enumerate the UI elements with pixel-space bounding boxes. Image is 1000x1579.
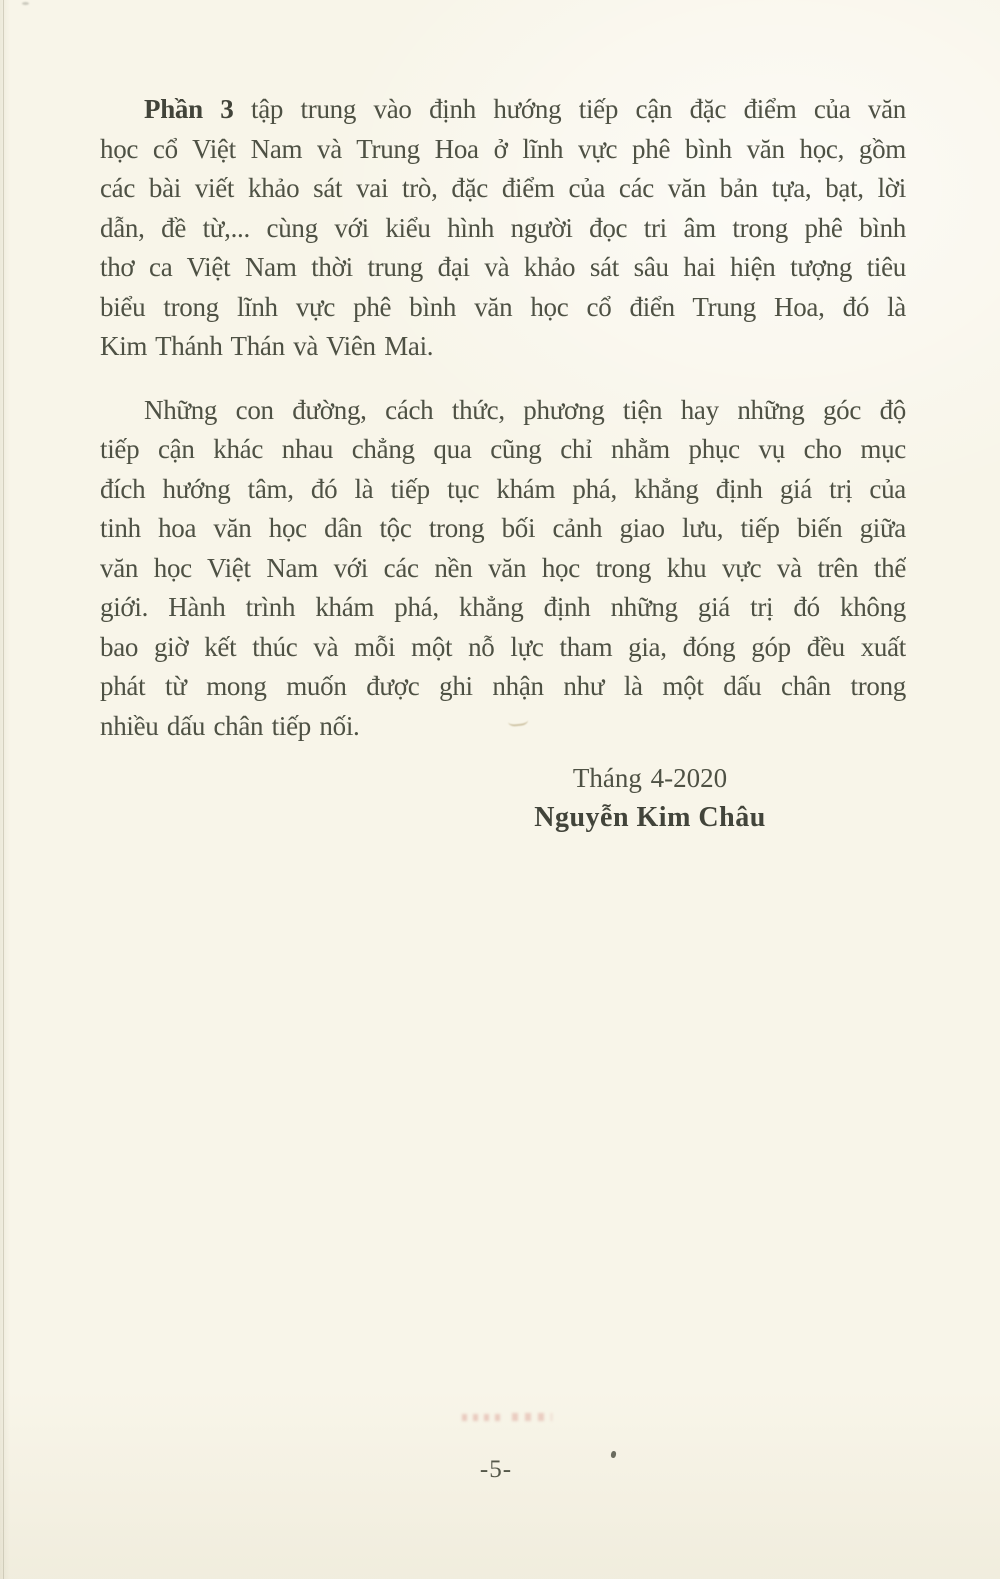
signature-block	[400, 758, 900, 838]
scan-artifact-ghost-text	[512, 1413, 552, 1421]
lead-bold-text: Phần 3	[144, 94, 234, 124]
signature-date: Tháng 4-2020	[572, 763, 728, 793]
text-line: Phần 3 tập trung vào định hướng tiếp cận đặc điểm của văn	[144, 94, 906, 124]
text-line: thơ ca Việt Nam thời trung đại và khảo sát sâu hai hiện tượng tiêu	[100, 252, 906, 282]
text-line: Những con đường, cách thức, phương tiện hay những góc độ	[144, 394, 906, 425]
scan-artifact-speck	[22, 2, 29, 5]
text-line: đích hướng tâm, đó là tiếp tục khám phá, khẳng định giá trị của	[100, 473, 906, 504]
scan-edge-line	[3, 0, 4, 1579]
paragraph-1	[100, 90, 906, 367]
paragraph-2	[100, 391, 906, 747]
text-line: văn học Việt Nam với các nền văn học trong khu vực và trên thế	[100, 552, 906, 583]
text-line: giới. Hành trình khám phá, khẳng định những giá trị đó không	[100, 592, 906, 622]
text-line: học cổ Việt Nam và Trung Hoa ở lĩnh vực phê bình văn học, gồm	[100, 133, 906, 164]
text-line: Kim Thánh Thán và Viên Mai.	[100, 331, 434, 361]
body-text	[100, 90, 906, 746]
text-line: tiếp cận khác nhau chẳng qua cũng chỉ nhằm phục vụ cho mục	[100, 434, 906, 464]
text-line: nhiều dấu chân tiếp nối.	[100, 710, 360, 741]
signature-author: Nguyễn Kim Châu	[534, 802, 766, 833]
text-line: tinh hoa văn học dân tộc trong bối cảnh giao lưu, tiếp biến giữa	[100, 513, 906, 543]
page-number: -5-	[479, 1456, 513, 1483]
text-line: biểu trong lĩnh vực phê bình văn học cổ điển Trung Hoa, đó là	[100, 291, 906, 322]
text-line: các bài viết khảo sát vai trò, đặc điểm của các văn bản tựa, bạt, lời	[100, 173, 906, 203]
text-line: phát từ mong muốn được ghi nhận như là một dấu chân trong	[100, 671, 906, 701]
scan-artifact-ghost-text	[462, 1414, 504, 1421]
text-line: dẫn, đề từ,... cùng với kiểu hình người đọc tri âm trong phê bình	[100, 212, 906, 243]
text-line: bao giờ kết thúc và mỗi một nỗ lực tham gia, đóng góp đều xuất	[100, 631, 906, 662]
